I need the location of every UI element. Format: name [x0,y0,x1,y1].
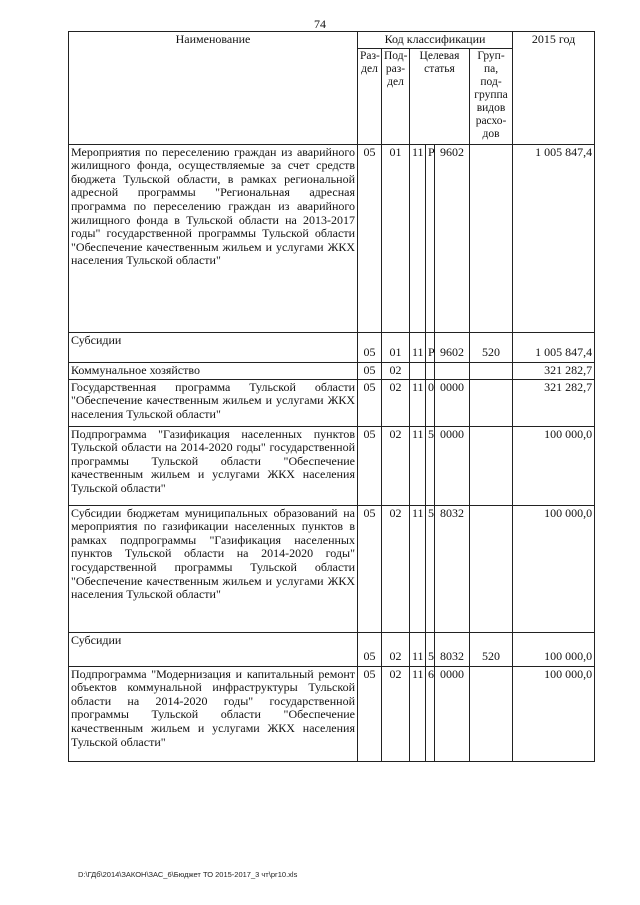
table-row [69,666,595,761]
row-target-part3: 0000 [435,379,470,426]
row-target-part2: 5 [426,505,435,632]
row-target-part3: 0000 [435,426,470,505]
row-target-part3: 9602 [435,144,470,332]
row-podrazdel: 01 [382,144,410,332]
row-target-part1: 11 [410,144,426,332]
budget-table [68,31,595,762]
row-amount: 100 000,0 [513,505,595,632]
row-target-part2 [426,362,435,379]
row-razdel: 05 [358,666,382,761]
row-podrazdel: 02 [382,632,410,666]
row-amount: 1 005 847,4 [513,332,595,362]
table-row [69,362,595,379]
row-target-part3: 8032 [435,632,470,666]
header-target: Целевая статья [410,48,470,144]
table-row [69,332,595,362]
table-row [69,505,595,632]
row-amount: 321 282,7 [513,362,595,379]
row-target-part1: 11 [410,379,426,426]
row-amount: 321 282,7 [513,379,595,426]
row-group [470,666,513,761]
row-group [470,505,513,632]
row-target-part1: 11 [410,666,426,761]
row-razdel: 05 [358,144,382,332]
row-name: Подпрограмма "Модернизация и капитальный ремонт объектов коммунальной инфраструктуры Тульской области на 2014-2020 годы" государственной программы Тульской области "Обеспечение качественным жильем и услугами ЖКХ населения Тульской области" [69,666,358,761]
page-number: 74 [314,17,326,31]
table-row [69,426,595,505]
row-amount: 1 005 847,4 [513,144,595,332]
row-razdel: 05 [358,332,382,362]
row-podrazdel: 02 [382,666,410,761]
row-name: Субсидии [69,632,358,666]
row-group [470,379,513,426]
header-podrazdel: Под-раз-дел [382,48,410,144]
row-podrazdel: 02 [382,379,410,426]
row-razdel: 05 [358,632,382,666]
row-target-part3 [435,362,470,379]
table-header-row [69,32,595,49]
row-target-part2: Р [426,332,435,362]
row-name: Субсидии бюджетам муниципальных образований на мероприятия по газификации населенных пунктов в рамках подпрограммы "Газификация населенных пунктов Тульской области на 2014-2020 годы" государственной программы Тульской области "Обеспечение качественным жильем и услугами ЖКХ населения Тульской области" [69,505,358,632]
table-row [69,632,595,666]
row-group [470,362,513,379]
row-target-part1: 11 [410,632,426,666]
file-path-footer: D:\ГДб\2014\ЗАКОН\ЗАС_6\Бюджет ТО 2015-2017_3 чт\рг10.xls [78,870,298,879]
row-target-part1: 11 [410,426,426,505]
row-podrazdel: 02 [382,362,410,379]
row-target-part3: 0000 [435,666,470,761]
row-target-part2: 5 [426,426,435,505]
row-podrazdel: 02 [382,426,410,505]
row-podrazdel: 01 [382,332,410,362]
row-amount: 100 000,0 [513,632,595,666]
row-target-part2: 6 [426,666,435,761]
row-target-part1 [410,362,426,379]
row-target-part2: 5 [426,632,435,666]
row-razdel: 05 [358,505,382,632]
row-name: Субсидии [69,332,358,362]
row-name: Мероприятия по переселению граждан из аварийного жилищного фонда, осуществляемые за счет средств бюджета Тульской области, в рамках региональной адресной программы "Региональная адресная программа по переселению граждан из аварийного жилищного фонда в Тульской области на 2013-2017 годы" государственной программы Тульской области "Обеспечение качественным жильем и услугами ЖКХ населения Тульской области" [69,144,358,332]
row-target-part3: 9602 [435,332,470,362]
row-target-part1: 11 [410,332,426,362]
row-group [470,144,513,332]
row-name: Коммунальное хозяйство [69,362,358,379]
row-target-part3: 8032 [435,505,470,632]
header-year: 2015 год [513,32,595,145]
header-razdel: Раз-дел [358,48,382,144]
table-row [69,379,595,426]
header-classification: Код классификации [358,32,513,49]
row-group: 520 [470,332,513,362]
row-group: 520 [470,632,513,666]
row-razdel: 05 [358,426,382,505]
row-target-part2: Р [426,144,435,332]
row-amount: 100 000,0 [513,426,595,505]
table-row [69,144,595,332]
row-group [470,426,513,505]
row-name: Подпрограмма "Газификация населенных пунктов Тульской области на 2014-2020 годы" государственной программы Тульской области "Обеспечение качественным жильем и услугами ЖКХ населения Тульской области" [69,426,358,505]
row-amount: 100 000,0 [513,666,595,761]
header-name: Наименование [69,32,358,145]
row-razdel: 05 [358,379,382,426]
row-razdel: 05 [358,362,382,379]
row-podrazdel: 02 [382,505,410,632]
row-name: Государственная программа Тульской области "Обеспечение качественным жильем и услугами ЖКХ населения Тульской области" [69,379,358,426]
row-target-part1: 11 [410,505,426,632]
header-group: Груп-па, под-группа видов расхо-дов [470,48,513,144]
row-target-part2: 0 [426,379,435,426]
